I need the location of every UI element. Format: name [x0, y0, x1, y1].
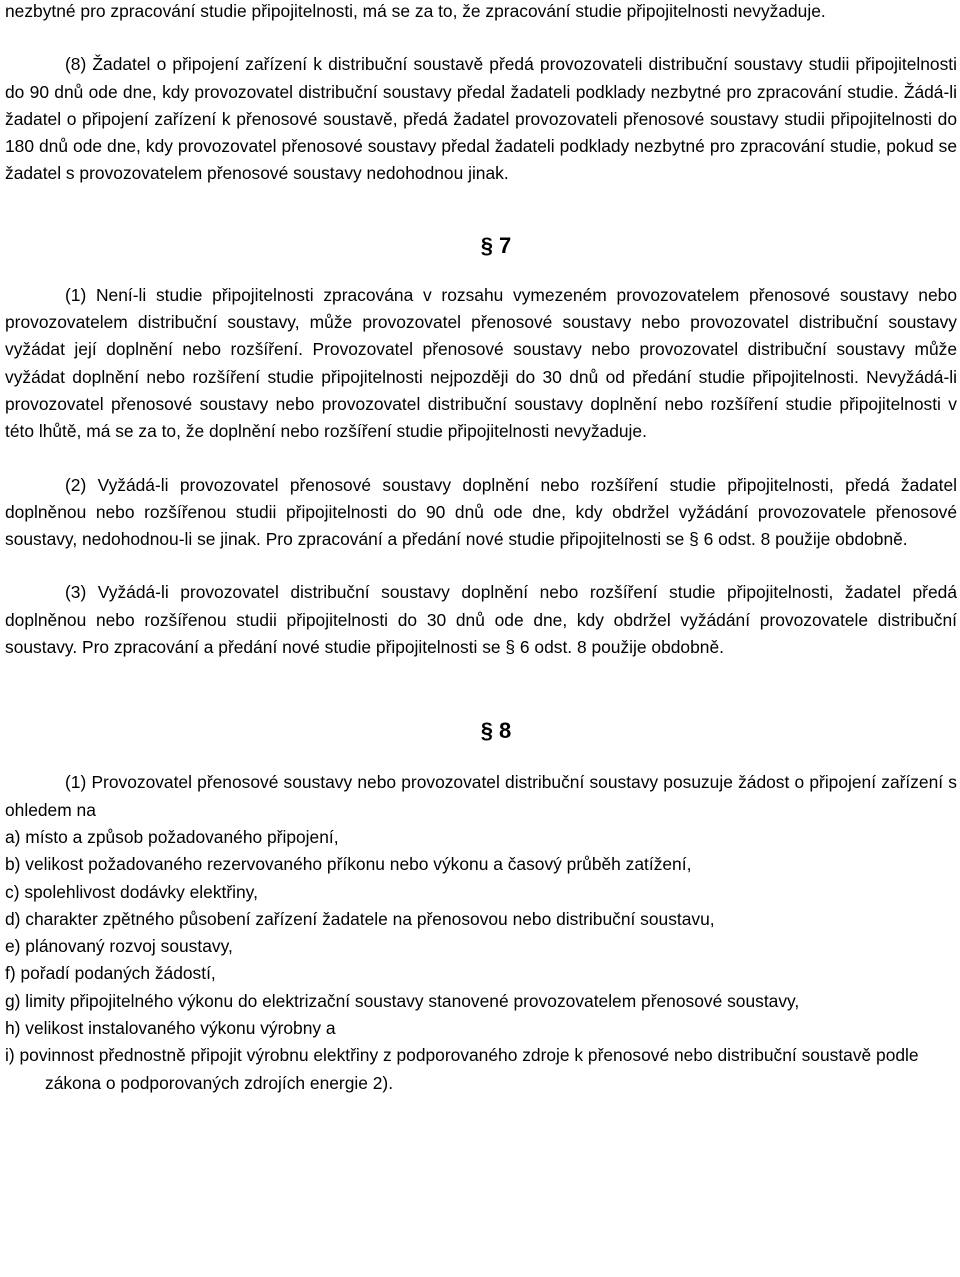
list-item: h) velikost instalovaného výkonu výrobny a: [5, 1018, 336, 1039]
list-item: i) povinnost přednostně připojit výrobnu elektřiny z podporovaného zdroje k přenosové nebo distribuční soustavě podle zákona o podporovaných zdrojích energie 2).: [5, 1045, 919, 1093]
section-7-heading: § 7: [480, 232, 512, 258]
paragraph-7-2: (2) Vyžádá-li provozovatel přenosové soustavy doplnění nebo rozšíření studie připojitelnosti, předá žadatel doplněnou nebo rozšířenou studii připojitelnosti do 90 dnů ode dne, kdy obdržel vyžádání provozovatele přenosové soustavy, nedohodnou-li se jinak. Pro zpracování a předání nové studie připojitelnosti se § 6 odst. 8 použije obdobně.: [5, 474, 957, 550]
paragraph-intro-tail: nezbytné pro zpracování studie připojitelnosti, má se za to, že zpracování studie připojitelnosti nevyžaduje.: [5, 1, 826, 21]
section-8-heading: § 8: [480, 718, 512, 744]
list-item: e) plánovaný rozvoj soustavy,: [5, 936, 233, 957]
list-item: f) pořadí podaných žádostí,: [5, 963, 216, 984]
list-item: d) charakter zpětného působení zařízení žadatele na přenosovou nebo distribuční soustavu,: [5, 908, 715, 929]
paragraph-6-8: (8) Žadatel o připojení zařízení k distribuční soustavě předá provozovateli distribuční soustavy studii připojitelnosti do 90 dnů ode dne, kdy provozovatel distribuční soustavy předal žadateli podklady nezbytné pro zpracování studie. Žádá-li žadatel o připojení zařízení k přenosové soustavě, předá žadatel provozovateli přenosové soustavy studii připojitelnosti do 180 dnů ode dne, kdy provozovatel přenosové soustavy předal žadateli podklady nezbytné pro zpracování studie, pokud se žadatel s provozovatelem přenosové soustavy nedohodnou jinak.: [5, 54, 957, 184]
paragraph-7-1: (1) Není-li studie připojitelnosti zpracována v rozsahu vymezeném provozovatelem přenosové soustavy nebo provozovatelem distribuční soustavy, může provozovatel přenosové soustavy nebo provozovatel distribuční soustavy vyžádat její doplnění nebo rozšíření. Provozovatel přenosové soustavy nebo provozovatel distribuční soustavy může vyžádat doplnění nebo rozšíření studie připojitelnosti nejpozději do 30 dnů od předání studie připojitelnosti. Nevyžádá-li provozovatel přenosové soustavy nebo provozovatel distribuční soustavy doplnění nebo rozšíření studie připojitelnosti v této lhůtě, má se za to, že doplnění nebo rozšíření studie připojitelnosti nevyžaduje.: [5, 284, 957, 442]
list-item: a) místo a způsob požadovaného připojení,: [5, 826, 339, 847]
list-item: c) spolehlivost dodávky elektřiny,: [5, 881, 258, 902]
list-item: b) velikost požadovaného rezervovaného příkonu nebo výkonu a časový průběh zatížení,: [5, 854, 692, 875]
criteria-list: [5, 824, 957, 1097]
list-item: g) limity připojitelného výkonu do elektrizační soustavy stanovené provozovatelem přenosové soustavy,: [5, 990, 800, 1011]
paragraph-7-3: (3) Vyžádá-li provozovatel distribuční soustavy doplnění nebo rozšíření studie připojitelnosti, žadatel předá doplněnou nebo rozšířenou studii připojitelnosti do 30 dnů ode dne, kdy obdržel vyžádání provozovatele distribuční soustavy. Pro zpracování a předání nové studie připojitelnosti se § 6 odst. 8 použije obdobně.: [5, 582, 957, 658]
document-page: [5, 0, 957, 1097]
paragraph-8-1: (1) Provozovatel přenosové soustavy nebo provozovatel distribuční soustavy posuzuje žádost o připojení zařízení s ohledem na: [5, 772, 957, 820]
